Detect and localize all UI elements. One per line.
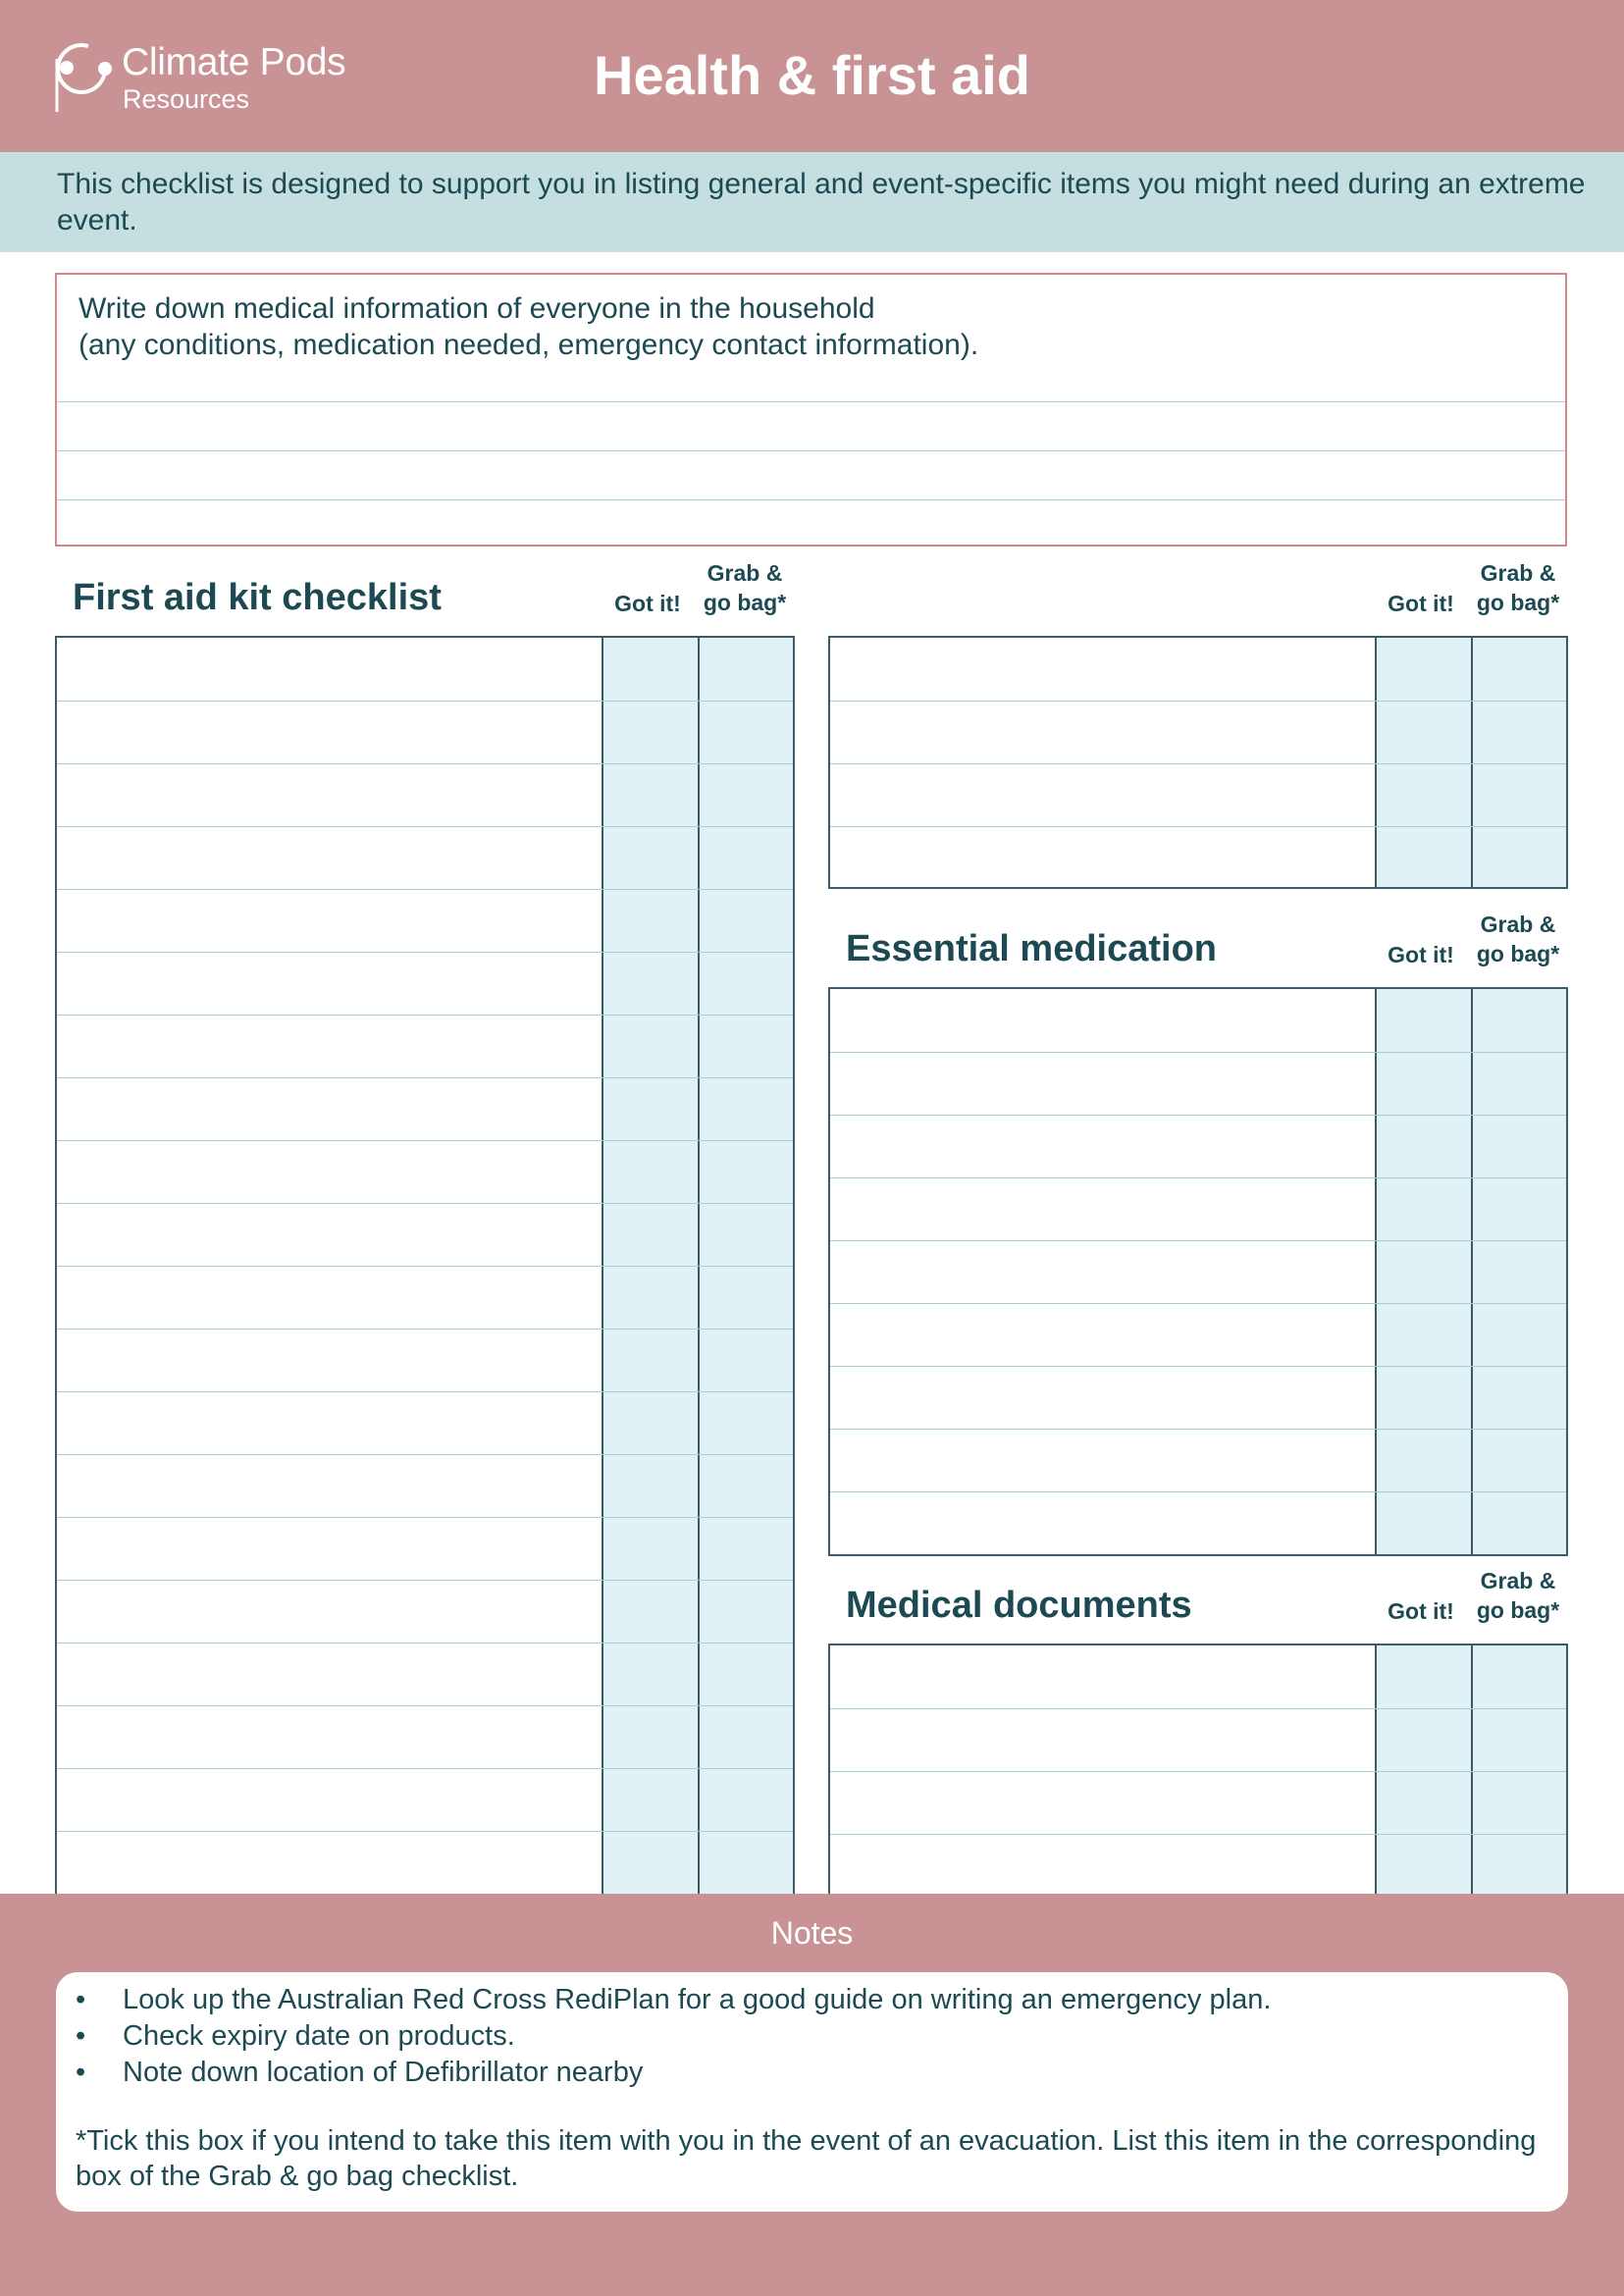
item-cell[interactable] xyxy=(57,953,602,1015)
grab-go-checkbox[interactable] xyxy=(1471,1053,1566,1115)
item-cell[interactable] xyxy=(57,638,602,701)
got-it-checkbox[interactable] xyxy=(1375,1116,1471,1177)
got-it-checkbox[interactable] xyxy=(1375,702,1471,763)
table-row xyxy=(830,1366,1566,1429)
got-it-checkbox[interactable] xyxy=(602,1204,698,1266)
got-it-checkbox[interactable] xyxy=(602,702,698,763)
table-row xyxy=(830,1177,1566,1240)
medical-info-line2: (any conditions, medication needed, emergency contact information). xyxy=(79,329,979,361)
grab-go-checkbox[interactable] xyxy=(1471,1178,1566,1240)
grab-go-checkbox[interactable] xyxy=(698,1330,793,1391)
grab-go-header-line2: go bag* xyxy=(1476,1597,1560,1623)
grab-go-checkbox[interactable] xyxy=(1471,764,1566,826)
got-it-checkbox[interactable] xyxy=(602,1078,698,1140)
grab-go-checkbox[interactable] xyxy=(1471,1304,1566,1366)
got-it-checkbox[interactable] xyxy=(1375,638,1471,701)
page-title: Health & first aid xyxy=(594,44,1030,106)
grab-go-checkbox[interactable] xyxy=(698,1769,793,1831)
item-cell[interactable] xyxy=(830,1053,1375,1115)
item-cell[interactable] xyxy=(830,1709,1375,1771)
got-it-checkbox[interactable] xyxy=(1375,1053,1471,1115)
item-cell[interactable] xyxy=(57,1455,602,1517)
got-it-checkbox[interactable] xyxy=(1375,1430,1471,1491)
grab-go-checkbox[interactable] xyxy=(1471,1116,1566,1177)
item-cell[interactable] xyxy=(57,827,602,889)
medical-documents-title: Medical documents xyxy=(846,1585,1192,1626)
got-it-header: Got it! xyxy=(614,591,681,616)
table-row xyxy=(57,1266,793,1329)
table-row xyxy=(57,1705,793,1768)
grab-go-checkbox[interactable] xyxy=(1471,827,1566,889)
grab-go-header-line1: Grab & xyxy=(707,560,783,586)
item-cell[interactable] xyxy=(830,1116,1375,1177)
got-it-checkbox[interactable] xyxy=(602,1392,698,1454)
grab-go-header xyxy=(1470,910,1566,968)
table-row xyxy=(830,1052,1566,1115)
notes-list-item xyxy=(76,1982,1271,2018)
notes-item-text: Check expiry date on products. xyxy=(123,2020,515,2052)
grab-go-checkbox[interactable] xyxy=(698,1832,793,1894)
table-row xyxy=(57,701,793,763)
notes-title: Notes xyxy=(770,1915,854,1951)
grab-go-checkbox[interactable] xyxy=(1471,702,1566,763)
got-it-checkbox[interactable] xyxy=(1375,1241,1471,1303)
item-cell[interactable] xyxy=(57,1267,602,1329)
grab-go-checkbox[interactable] xyxy=(698,890,793,952)
table-row xyxy=(57,1329,793,1391)
table-row xyxy=(830,1429,1566,1491)
item-cell[interactable] xyxy=(57,1330,602,1391)
grab-go-checkbox[interactable] xyxy=(698,1455,793,1517)
got-it-checkbox[interactable] xyxy=(1375,764,1471,826)
table-row xyxy=(830,1115,1566,1177)
got-it-checkbox[interactable] xyxy=(1375,1367,1471,1429)
table-row xyxy=(830,701,1566,763)
grab-go-checkbox[interactable] xyxy=(698,1141,793,1203)
got-it-checkbox[interactable] xyxy=(602,764,698,826)
item-cell[interactable] xyxy=(830,1178,1375,1240)
table-row xyxy=(57,889,793,952)
grab-go-checkbox[interactable] xyxy=(698,1392,793,1454)
item-cell[interactable] xyxy=(57,890,602,952)
item-cell[interactable] xyxy=(830,1772,1375,1834)
first-aid-continued-table xyxy=(828,636,1568,889)
grab-go-checkbox[interactable] xyxy=(698,827,793,889)
medical-writing-line[interactable] xyxy=(57,401,1565,402)
got-it-checkbox[interactable] xyxy=(602,1016,698,1077)
grab-go-header-line2: go bag* xyxy=(1476,941,1560,966)
item-cell[interactable] xyxy=(57,1706,602,1768)
grab-go-checkbox[interactable] xyxy=(1471,1367,1566,1429)
table-row xyxy=(57,952,793,1015)
table-row xyxy=(57,1768,793,1831)
table-row xyxy=(57,1454,793,1517)
item-cell[interactable] xyxy=(57,1581,602,1643)
item-cell[interactable] xyxy=(830,1645,1375,1708)
got-it-checkbox[interactable] xyxy=(1375,989,1471,1052)
got-it-checkbox[interactable] xyxy=(1375,827,1471,889)
grab-go-checkbox[interactable] xyxy=(698,1267,793,1329)
table-row xyxy=(830,638,1566,701)
got-it-checkbox[interactable] xyxy=(1375,1178,1471,1240)
table-row xyxy=(830,1708,1566,1771)
table-row xyxy=(57,1831,793,1894)
notes-list-item xyxy=(76,2055,1271,2091)
grab-go-checkbox[interactable] xyxy=(698,702,793,763)
item-cell[interactable] xyxy=(57,1832,602,1894)
table-row xyxy=(830,1491,1566,1554)
intro-band xyxy=(0,152,1624,252)
got-it-checkbox[interactable] xyxy=(602,890,698,952)
table-row xyxy=(57,1517,793,1580)
got-it-checkbox[interactable] xyxy=(602,1706,698,1768)
medical-info-box xyxy=(55,273,1567,547)
table-row xyxy=(830,1303,1566,1366)
medical-documents-table xyxy=(828,1644,1568,1894)
got-it-checkbox[interactable] xyxy=(1375,1835,1471,1897)
table-row xyxy=(57,1015,793,1077)
got-it-checkbox[interactable] xyxy=(602,953,698,1015)
item-cell[interactable] xyxy=(57,702,602,763)
got-it-checkbox[interactable] xyxy=(602,1644,698,1705)
grab-go-checkbox[interactable] xyxy=(698,1016,793,1077)
got-it-checkbox[interactable] xyxy=(1375,1492,1471,1554)
table-row xyxy=(57,1643,793,1705)
table-row xyxy=(830,763,1566,826)
grab-go-checkbox[interactable] xyxy=(698,1204,793,1266)
got-it-checkbox[interactable] xyxy=(1375,1709,1471,1771)
grab-go-checkbox[interactable] xyxy=(1471,1645,1566,1708)
grab-go-footnote: *Tick this box if you intend to take this item with you in the event of an evacuation. List this item in the corresponding box of the Grab & go bag checklist. xyxy=(76,2125,1537,2192)
grab-go-header xyxy=(697,558,793,617)
item-cell[interactable] xyxy=(57,1518,602,1580)
item-cell[interactable] xyxy=(830,638,1375,701)
notes-item-text: Look up the Australian Red Cross RediPlan for a good guide on writing an emergency plan. xyxy=(123,1984,1272,2015)
medical-writing-line[interactable] xyxy=(57,499,1565,500)
grab-go-checkbox[interactable] xyxy=(698,1644,793,1705)
bullet-icon: • xyxy=(76,2057,86,2088)
medical-info-line1: Write down medical information of everyone in the household xyxy=(79,292,875,325)
essential-medication-title: Essential medication xyxy=(846,928,1218,969)
grab-go-header-line1: Grab & xyxy=(1480,1568,1556,1593)
table-row xyxy=(830,1771,1566,1834)
table-row xyxy=(57,1580,793,1643)
table-row xyxy=(57,1077,793,1140)
first-aid-checklist-table xyxy=(55,636,795,1894)
got-it-header: Got it! xyxy=(1388,591,1454,616)
grab-go-checkbox[interactable] xyxy=(698,1518,793,1580)
grab-go-checkbox[interactable] xyxy=(1471,638,1566,701)
table-row xyxy=(57,1140,793,1203)
item-cell[interactable] xyxy=(830,1304,1375,1366)
grab-go-checkbox[interactable] xyxy=(1471,1430,1566,1491)
got-it-checkbox[interactable] xyxy=(602,1455,698,1517)
grab-go-header-line2: go bag* xyxy=(703,590,787,615)
got-it-checkbox[interactable] xyxy=(602,1141,698,1203)
item-cell[interactable] xyxy=(830,827,1375,889)
item-cell[interactable] xyxy=(57,1644,602,1705)
grab-go-header xyxy=(1470,1566,1566,1625)
table-row xyxy=(830,989,1566,1052)
item-cell[interactable] xyxy=(57,1078,602,1140)
essential-medication-table xyxy=(828,987,1568,1556)
grab-go-checkbox[interactable] xyxy=(1471,1835,1566,1897)
climate-pods-logo xyxy=(51,39,375,118)
medical-writing-line[interactable] xyxy=(57,450,1565,451)
bullet-icon: • xyxy=(76,2020,86,2052)
notes-item-text: Note down location of Defibrillator nearby xyxy=(123,2057,644,2088)
item-cell[interactable] xyxy=(57,1769,602,1831)
climate-pods-logo-icon xyxy=(51,39,116,114)
table-row xyxy=(57,1203,793,1266)
table-row xyxy=(830,826,1566,889)
notes-panel xyxy=(0,1894,1624,2296)
table-row xyxy=(830,1645,1566,1708)
intro-text: This checklist is designed to support you in listing general and event-specific items you might need during an extreme event. xyxy=(57,168,1586,236)
header-bar xyxy=(0,0,1624,152)
grab-go-header-line1: Grab & xyxy=(1480,560,1556,586)
grab-go-checkbox[interactable] xyxy=(698,638,793,701)
grab-go-header-line2: go bag* xyxy=(1476,590,1560,615)
grab-go-checkbox[interactable] xyxy=(698,1706,793,1768)
got-it-header: Got it! xyxy=(1388,942,1454,967)
got-it-checkbox[interactable] xyxy=(602,638,698,701)
first-aid-title: First aid kit checklist xyxy=(73,577,442,618)
table-row xyxy=(830,1834,1566,1897)
item-cell[interactable] xyxy=(830,702,1375,763)
item-cell[interactable] xyxy=(830,1367,1375,1429)
grab-go-checkbox[interactable] xyxy=(698,764,793,826)
item-cell[interactable] xyxy=(830,1835,1375,1897)
table-row xyxy=(830,1240,1566,1303)
grab-go-header xyxy=(1470,558,1566,617)
item-cell[interactable] xyxy=(57,1392,602,1454)
item-cell[interactable] xyxy=(57,1141,602,1203)
grab-go-checkbox[interactable] xyxy=(698,1078,793,1140)
table-row xyxy=(57,763,793,826)
grab-go-header-line1: Grab & xyxy=(1480,912,1556,937)
grab-go-checkbox[interactable] xyxy=(1471,1492,1566,1554)
got-it-checkbox[interactable] xyxy=(602,1769,698,1831)
table-row xyxy=(57,1391,793,1454)
notes-list xyxy=(76,1982,1271,2091)
grab-go-checkbox[interactable] xyxy=(1471,1241,1566,1303)
got-it-checkbox[interactable] xyxy=(1375,1772,1471,1834)
got-it-checkbox[interactable] xyxy=(602,827,698,889)
got-it-header: Got it! xyxy=(1388,1598,1454,1624)
bullet-icon: • xyxy=(76,1984,86,2015)
got-it-checkbox[interactable] xyxy=(1375,1304,1471,1366)
item-cell[interactable] xyxy=(57,1016,602,1077)
got-it-checkbox[interactable] xyxy=(602,1267,698,1329)
grab-go-checkbox[interactable] xyxy=(1471,1772,1566,1834)
grab-go-checkbox[interactable] xyxy=(1471,1709,1566,1771)
got-it-checkbox[interactable] xyxy=(602,1518,698,1580)
got-it-checkbox[interactable] xyxy=(602,1581,698,1643)
item-cell[interactable] xyxy=(57,1204,602,1266)
notes-list-item xyxy=(76,2018,1271,2055)
got-it-checkbox[interactable] xyxy=(602,1330,698,1391)
got-it-checkbox[interactable] xyxy=(602,1832,698,1894)
grab-go-checkbox[interactable] xyxy=(698,953,793,1015)
item-cell[interactable] xyxy=(57,764,602,826)
item-cell[interactable] xyxy=(830,1492,1375,1554)
got-it-checkbox[interactable] xyxy=(1375,1645,1471,1708)
grab-go-checkbox[interactable] xyxy=(698,1581,793,1643)
item-cell[interactable] xyxy=(830,1430,1375,1491)
notes-box xyxy=(56,1972,1568,2212)
item-cell[interactable] xyxy=(830,764,1375,826)
brand-subtitle: Resources xyxy=(123,84,250,114)
table-row xyxy=(57,638,793,701)
table-row xyxy=(57,826,793,889)
item-cell[interactable] xyxy=(830,1241,1375,1303)
brand-name: Climate Pods xyxy=(122,41,346,83)
item-cell[interactable] xyxy=(830,989,1375,1052)
grab-go-checkbox[interactable] xyxy=(1471,989,1566,1052)
medical-info-prompt xyxy=(79,290,978,363)
